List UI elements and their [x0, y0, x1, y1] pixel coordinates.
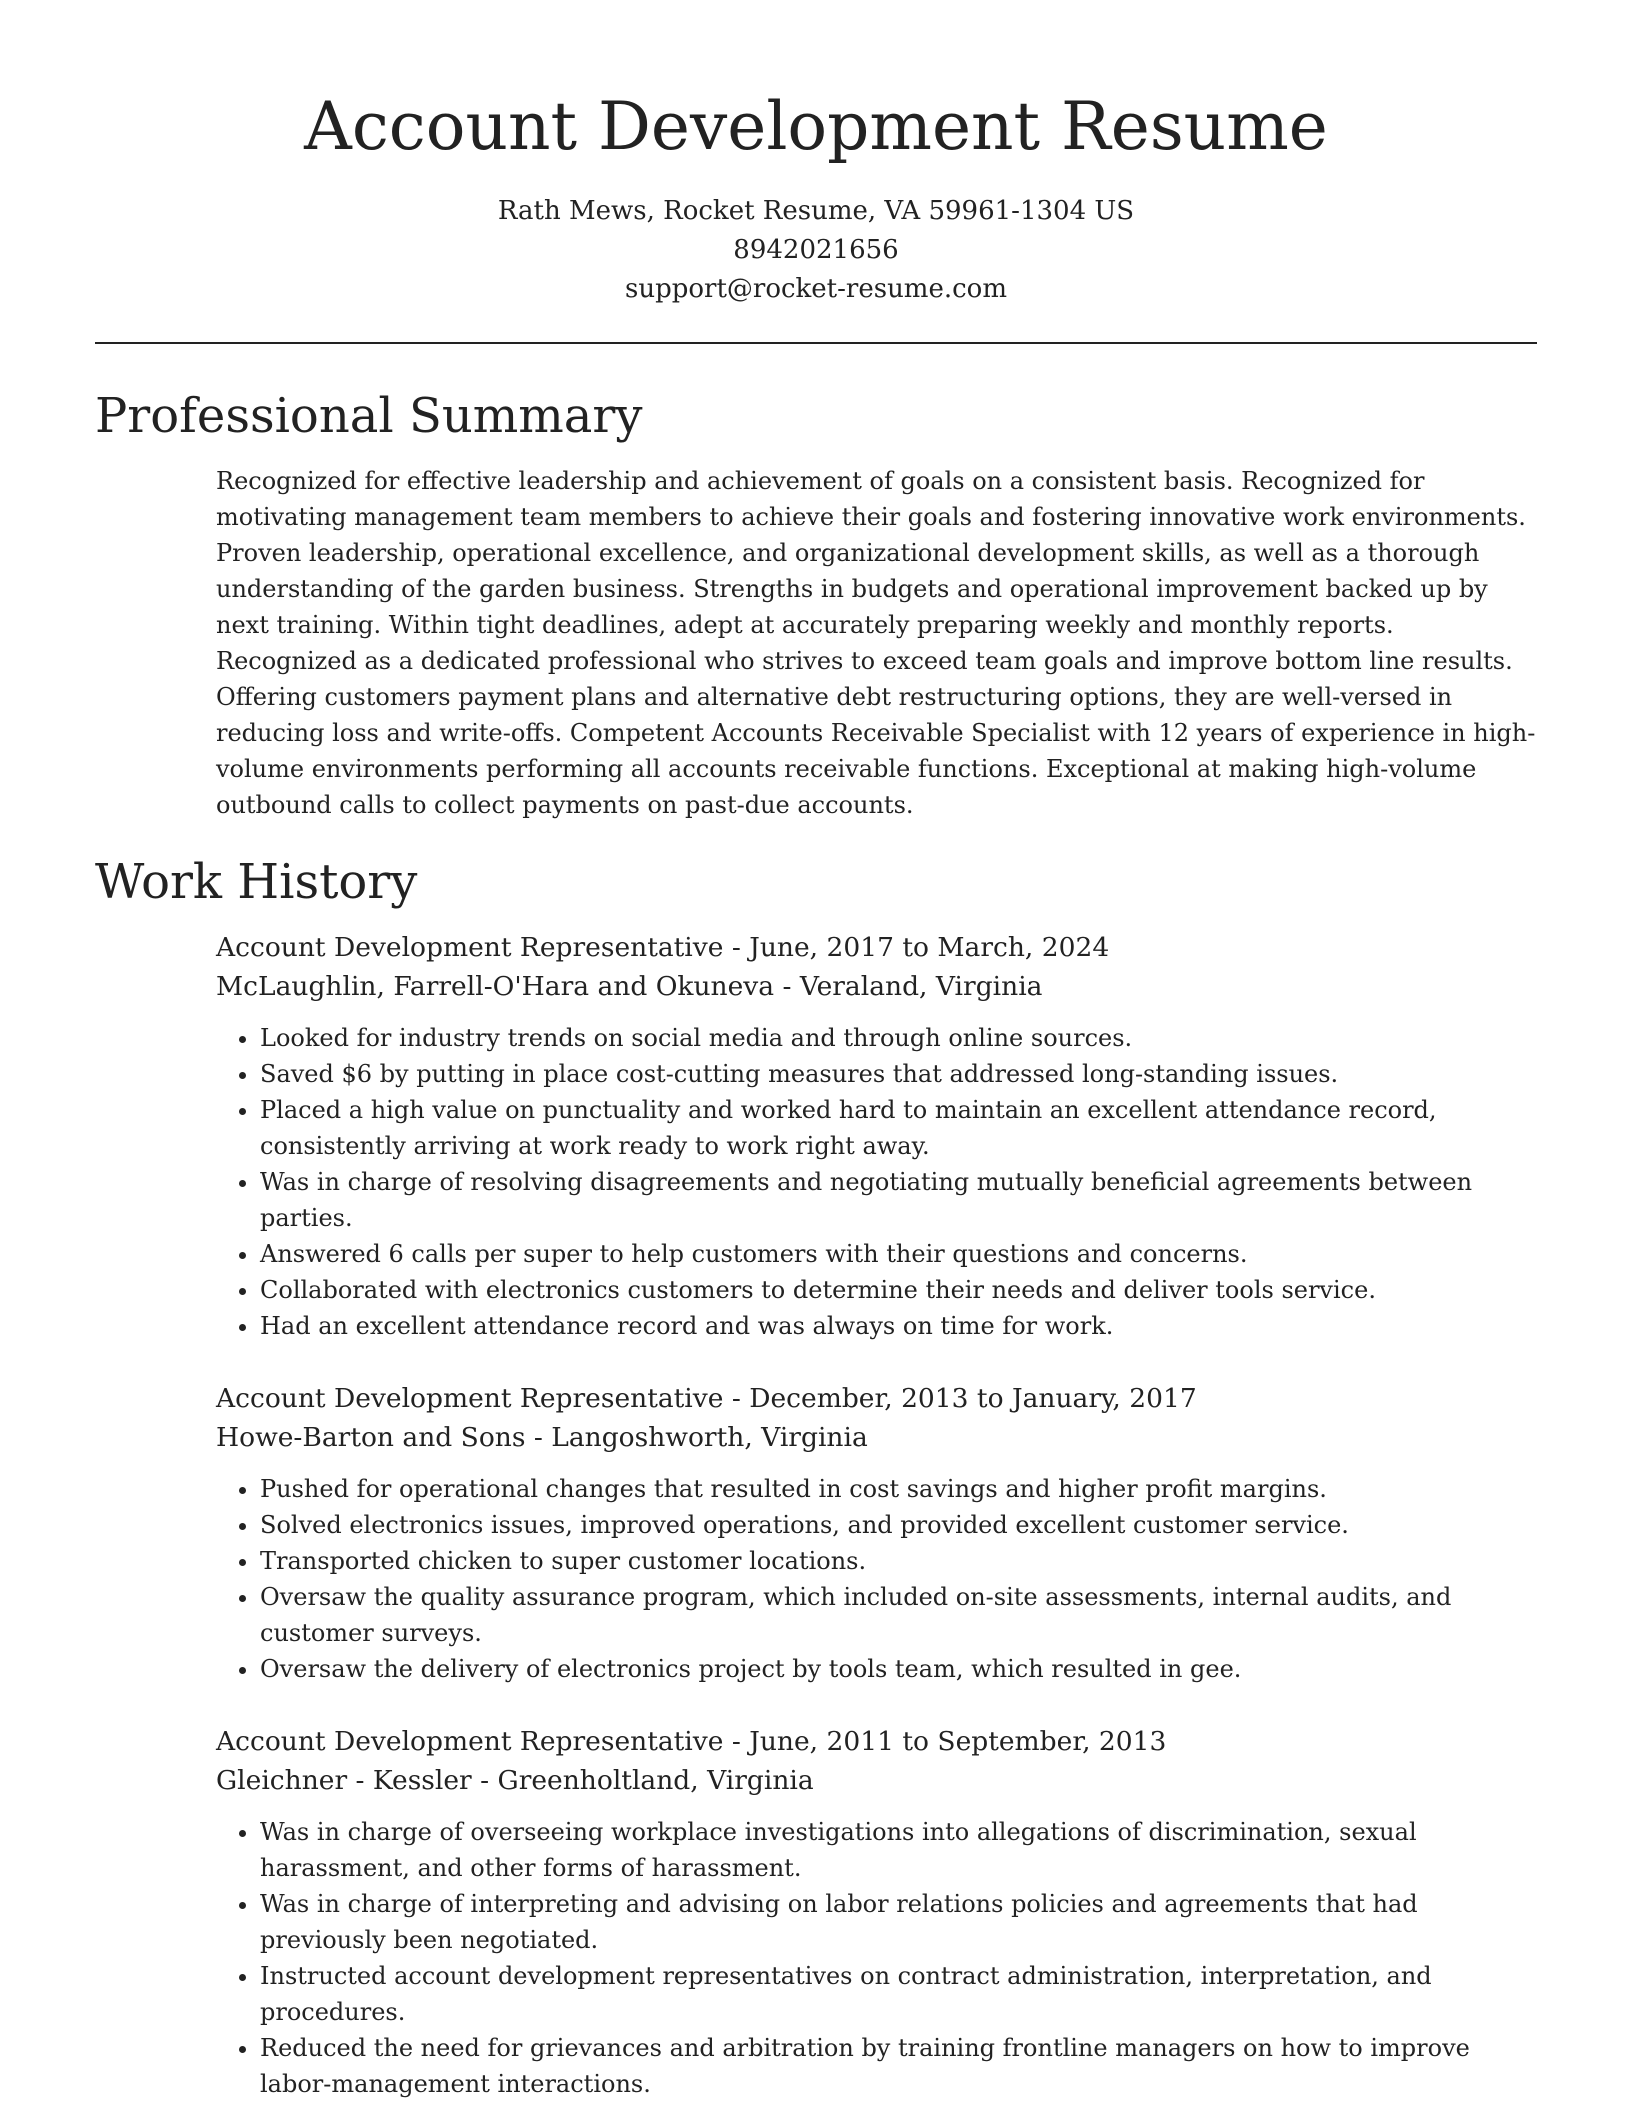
- job-bullet: • Transported chicken to super customer locations.: [260, 1543, 1538, 1579]
- job-bullet: • Was in charge of resolving disagreements and negotiating mutually beneficial agreements between parties.: [260, 1164, 1538, 1236]
- contact-address: Rath Mews, Rocket Resume, VA 59961-1304 US: [497, 196, 1135, 226]
- professional-summary-text: Recognized for effective leadership and achievement of goals on a consistent basis. Recognized for motivating management team members to achieve their goals and fostering innovative work environments. Proven leadership, operational excellence, and organizational development skills, as well as a thorough understanding of the garden business. Strengths in budgets and operational improvement backed up by next training. Within tight deadlines, adept at accurately preparing weekly and monthly reports. Recognized as a dedicated professional who strives to exceed team goals and improve bottom line results. Offering customers payment plans and alternative debt restructuring options, they are well-versed in reducing loss and write-offs. Competent Accounts Receivable Specialist with 12 years of experience in high-volume environments performing all accounts receivable functions. Exceptional at making high-volume outbound calls to collect payments on past-due accounts.: [216, 467, 1536, 819]
- job-company-location: Gleichner - Kessler - Greenholtland, Virginia: [216, 1765, 814, 1796]
- job-entry: [216, 1379, 1538, 1687]
- job-entry: [216, 928, 1538, 1344]
- job-bullet: • Collaborated with electronics customers to determine their needs and deliver tools service.: [260, 1272, 1538, 1308]
- job-bullet-list: [216, 1471, 1538, 1687]
- job-title-dates: Account Development Representative - December, 2013 to January, 2017: [216, 1383, 1197, 1414]
- job-bullet: • Was in charge of overseeing workplace investigations into allegations of discrimination, sexual harassment, and other forms of harassment.: [260, 1814, 1538, 1886]
- work-history-heading: Work History: [95, 854, 418, 910]
- job-bullet: • Reduced the need for grievances and arbitration by training frontline managers on how to improve labor-management interactions.: [260, 2030, 1538, 2102]
- job-company-location: Howe-Barton and Sons - Langoshworth, Virginia: [216, 1422, 868, 1453]
- contact-email: support@rocket-resume.com: [624, 274, 1007, 304]
- contact-info: [0, 192, 1632, 309]
- job-bullet: • Solved electronics issues, improved operations, and provided excellent customer service.: [260, 1507, 1538, 1543]
- job-bullet: • Saved $6 by putting in place cost-cutting measures that addressed long-standing issues.: [260, 1056, 1538, 1092]
- professional-summary-heading: Professional Summary: [95, 388, 643, 444]
- header-divider: [95, 342, 1537, 344]
- job-bullet: • Answered 6 calls per super to help customers with their questions and concerns.: [260, 1236, 1538, 1272]
- job-company-location: McLaughlin, Farrell-O'Hara and Okuneva - Veraland, Virginia: [216, 971, 1043, 1002]
- job-bullet: • Placed a high value on punctuality and worked hard to maintain an excellent attendance record, consistently arriving at work ready to work right away.: [260, 1092, 1538, 1164]
- job-bullet: • Looked for industry trends on social media and through online sources.: [260, 1020, 1538, 1056]
- job-bullet: • Instructed account development representatives on contract administration, interpretation, and procedures.: [260, 1958, 1538, 2030]
- job-bullet: • Had an excellent attendance record and was always on time for work.: [260, 1308, 1538, 1344]
- contact-phone: 8942021656: [733, 235, 899, 265]
- job-bullet: • Pushed for operational changes that resulted in cost savings and higher profit margins.: [260, 1471, 1538, 1507]
- job-bullet: • Oversaw the delivery of electronics project by tools team, which resulted in gee.: [260, 1651, 1538, 1687]
- job-title-dates: Account Development Representative - June, 2017 to March, 2024: [216, 932, 1110, 963]
- resume-title: Account Development Resume: [304, 88, 1328, 165]
- job-bullet: • Was in charge of interpreting and advising on labor relations policies and agreements that had previously been negotiated.: [260, 1886, 1538, 1958]
- job-bullet-list: [216, 1020, 1538, 1344]
- job-bullet-list: [216, 1814, 1538, 2102]
- job-entry: [216, 1722, 1538, 2102]
- job-bullet: • Oversaw the quality assurance program, which included on-site assessments, internal audits, and customer surveys.: [260, 1579, 1538, 1651]
- job-title-dates: Account Development Representative - June, 2011 to September, 2013: [216, 1726, 1167, 1757]
